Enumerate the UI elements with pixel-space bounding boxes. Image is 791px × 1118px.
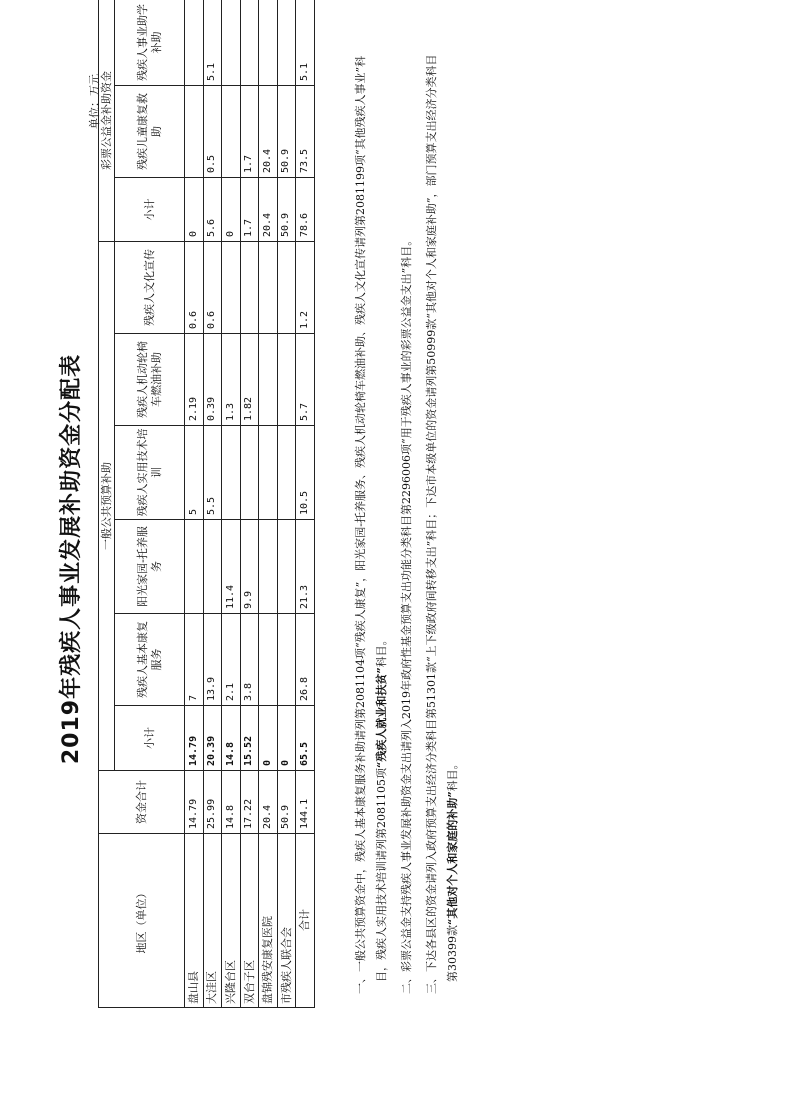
table-cell: 0.39 [203, 334, 222, 426]
table-cell: 0.6 [203, 242, 222, 334]
table-cell: 65.5 [296, 706, 315, 771]
table-cell: 5.7 [296, 334, 315, 426]
table-cell [185, 520, 204, 614]
table-cell [240, 0, 259, 86]
header-fund-total: 资金合计 [99, 771, 185, 834]
table-cell: 14.79 [185, 771, 204, 834]
table-cell: 5.5 [203, 426, 222, 520]
table-cell: 20.4 [259, 771, 278, 834]
note-text: 下达各县区的资金请列入政府预算支出经济分类科目第51301款“上下级政府间转移支出”科目；下达市本级单位的资金请列第50999款“其他对个人和家庭补助”，部门预算支出经济分类科目第30399款 [425, 54, 459, 982]
table-cell: 3.8 [240, 614, 259, 706]
allocation-table [98, 0, 315, 1008]
table-cell: 14.8 [222, 771, 241, 834]
table-cell [240, 242, 259, 334]
page-title: 2019年残疾人事业发展补助资金分配表 [59, 353, 84, 765]
table-cell: 14.8 [222, 706, 241, 771]
table-cell: 20.39 [203, 706, 222, 771]
table-cell: 0 [259, 706, 278, 771]
header-child-rehab: 残疾儿童康复救助 [115, 86, 185, 178]
note-paragraph [421, 44, 463, 994]
table-cell: 144.1 [296, 771, 315, 834]
row-label: 合计 [296, 834, 315, 1008]
table-cell [277, 520, 296, 614]
table-cell [203, 520, 222, 614]
table-cell [222, 86, 241, 178]
header-skills-training: 残疾人实用技术培训 [115, 426, 185, 520]
table-cell: 9.9 [240, 520, 259, 614]
table-cell: 5.6 [203, 178, 222, 242]
header-general-subtotal: 小计 [115, 706, 185, 771]
table-cell: 2.1 [222, 614, 241, 706]
table-cell [259, 242, 278, 334]
table-cell [277, 0, 296, 86]
table-cell: 26.8 [296, 614, 315, 706]
table-cell [277, 242, 296, 334]
row-label: 市残疾人联合会 [277, 834, 296, 1008]
note-text-end: 科目。 [375, 634, 388, 668]
note-emphasis: “残疾人就业和扶贫” [375, 667, 388, 768]
row-label: 盘山县 [185, 834, 204, 1008]
table-cell: 5.1 [203, 0, 222, 86]
header-basic-rehab: 残疾人基本康复服务 [115, 614, 185, 706]
table-cell [240, 426, 259, 520]
row-label: 盘锦残安康复医院 [259, 834, 278, 1008]
table-cell: 1.3 [222, 334, 241, 426]
table-cell: 5 [185, 426, 204, 520]
table-cell [277, 334, 296, 426]
notes-section [350, 44, 467, 994]
table-cell: 15.52 [240, 706, 259, 771]
note-number: 三、 [425, 972, 438, 994]
table-cell: 13.9 [203, 614, 222, 706]
table-cell [185, 86, 204, 178]
note-number: 二、 [400, 972, 413, 994]
table-cell: 1.2 [296, 242, 315, 334]
table-row [296, 0, 315, 1008]
header-fuel-subsidy: 残疾人机动轮椅车燃油补助 [115, 334, 185, 426]
unit-label: 单位：万元 [88, 74, 101, 129]
table-cell: 0 [222, 178, 241, 242]
note-text: 一般公共预算资金中，残疾人基本康复服务补助请列第2081104项“残疾人康复”，阳光家园-托养服务、残疾人机动轮椅车燃油补助、残疾人文化宣传请列第2081199项“其他残疾人事业”科目，残疾人实用技术培训请列第2081105项 [354, 55, 388, 982]
note-paragraph [396, 44, 417, 994]
header-culture-publicity: 残疾人文化宣传 [115, 242, 185, 334]
note-paragraph [350, 44, 392, 994]
table-cell [259, 614, 278, 706]
table-cell [277, 426, 296, 520]
table-cell: 73.5 [296, 86, 315, 178]
table-cell: 7 [185, 614, 204, 706]
table-row [240, 0, 259, 1008]
table-cell: 11.4 [222, 520, 241, 614]
table-cell: 0 [185, 178, 204, 242]
table-row [203, 0, 222, 1008]
table-cell [222, 242, 241, 334]
note-emphasis: “其他对个人和家庭的补助” [446, 791, 459, 925]
table-cell: 1.82 [240, 334, 259, 426]
note-number: 一、 [354, 972, 367, 994]
table-cell: 20.4 [259, 86, 278, 178]
table-cell: 20.4 [259, 178, 278, 242]
table-cell: 1.7 [240, 178, 259, 242]
table-cell: 25.99 [203, 771, 222, 834]
table-cell [259, 426, 278, 520]
row-label: 双台子区 [240, 834, 259, 1008]
table-cell [222, 0, 241, 86]
table-cell: 2.19 [185, 334, 204, 426]
table-cell [259, 520, 278, 614]
table-cell: 0.5 [203, 86, 222, 178]
header-lottery-fund: 彩票公益金补助资金 [99, 0, 115, 242]
table-cell: 14.79 [185, 706, 204, 771]
table-cell: 0 [277, 706, 296, 771]
table-row [185, 0, 204, 1008]
table-cell [259, 334, 278, 426]
row-label: 大洼区 [203, 834, 222, 1008]
table-row [222, 0, 241, 1008]
table-cell: 5.1 [296, 0, 315, 86]
note-text: 彩票公益金支持残疾人事业发展补助资金支出请列入2019年政府性基金预算支出功能分类科目第2296006项“用于残疾人事业的彩票公益金支出”科目。 [400, 234, 413, 972]
table-cell: 1.7 [240, 86, 259, 178]
table-cell: 10.5 [296, 426, 315, 520]
table-cell: 50.9 [277, 178, 296, 242]
table-cell: 50.9 [277, 771, 296, 834]
table-cell: 0.6 [185, 242, 204, 334]
table-cell: 21.3 [296, 520, 315, 614]
header-lottery-subtotal: 小计 [115, 178, 185, 242]
table-cell [277, 614, 296, 706]
header-sunshine-home: 阳光家园-托养服务 [115, 520, 185, 614]
header-education-aid: 残疾人事业助学补助 [115, 0, 185, 86]
table-cell [222, 426, 241, 520]
table-cell: 78.6 [296, 178, 315, 242]
table-cell [259, 0, 278, 86]
row-label: 兴隆台区 [222, 834, 241, 1008]
table-row [259, 0, 278, 1008]
table-cell: 50.9 [277, 86, 296, 178]
header-region: 地区（单位） [99, 834, 185, 1008]
table-cell: 17.22 [240, 771, 259, 834]
table-row [277, 0, 296, 1008]
header-general-budget: 一般公共预算补助 [99, 242, 115, 771]
table-cell [185, 0, 204, 86]
note-text-end: 科目。 [446, 758, 459, 792]
